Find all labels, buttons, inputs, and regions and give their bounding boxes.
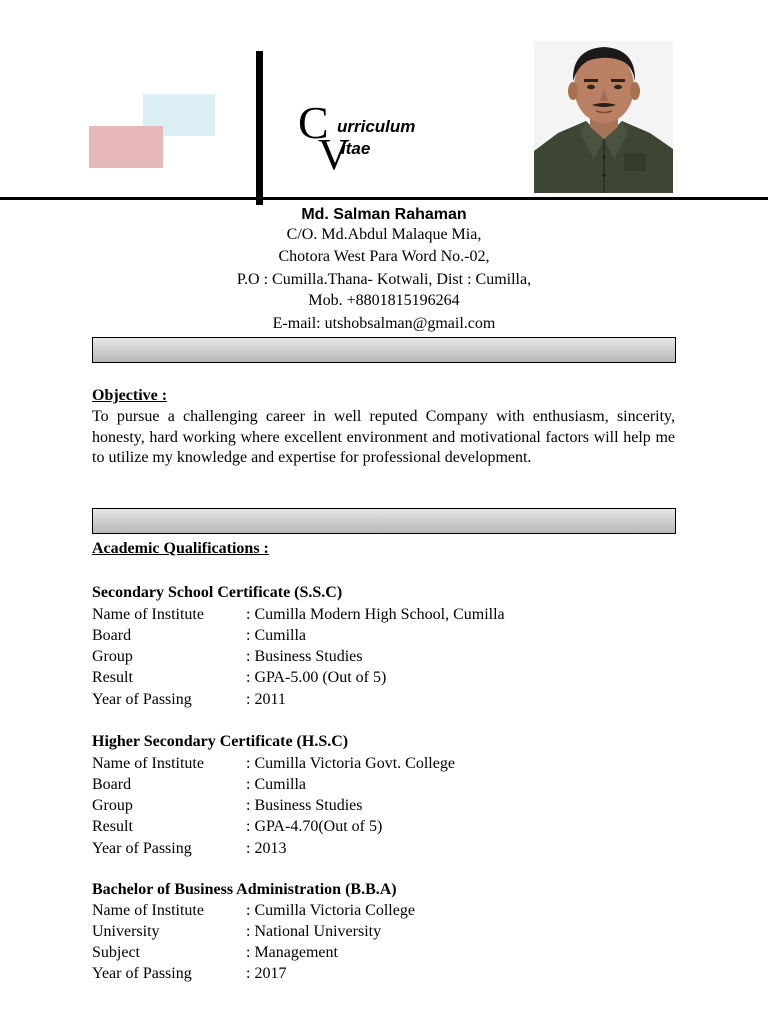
cv-logo-word-curriculum: urriculum bbox=[337, 117, 416, 136]
row-label: Group bbox=[92, 648, 133, 665]
address-line-street: Chotora West Para Word No.-02, bbox=[278, 248, 490, 265]
row-value: : GPA-4.70(Out of 5) bbox=[246, 818, 383, 835]
row-label: Name of Institute bbox=[92, 755, 204, 772]
academic-heading: Academic Qualifications : bbox=[92, 540, 269, 557]
portrait-photo bbox=[534, 41, 673, 193]
table-row bbox=[92, 818, 382, 836]
table-row bbox=[92, 944, 338, 962]
decorative-pink-block bbox=[89, 126, 163, 168]
row-label: University bbox=[92, 923, 160, 940]
row-value: : GPA-5.00 (Out of 5) bbox=[246, 669, 387, 686]
row-value: : National University bbox=[246, 923, 382, 940]
row-value: : Cumilla bbox=[246, 627, 306, 644]
bba-title: Bachelor of Business Administration (B.B.A) bbox=[92, 881, 397, 898]
section-divider-bar bbox=[92, 508, 676, 534]
row-label: Name of Institute bbox=[92, 606, 204, 623]
row-label: Name of Institute bbox=[92, 902, 204, 919]
table-row bbox=[92, 606, 505, 624]
row-label: Board bbox=[92, 776, 132, 793]
hsc-title: Higher Secondary Certificate (H.S.C) bbox=[92, 733, 349, 750]
mobile-number: Mob. +8801815196264 bbox=[308, 292, 460, 309]
row-value: : 2017 bbox=[246, 965, 287, 982]
cv-logo-letter-v: V bbox=[318, 130, 350, 179]
objective-heading: Objective : bbox=[92, 387, 168, 404]
objective-text: To pursue a challenging career in well reputed Company with enthusiasm, sincerity, honesty, hard working where excellent environment and motivational factors will help me to utilize my knowledge and expertise for professional development. bbox=[92, 408, 675, 467]
table-row bbox=[92, 902, 415, 920]
candidate-name: Md. Salman Rahaman bbox=[301, 206, 467, 223]
row-value: : Cumilla Modern High School, Cumilla bbox=[246, 606, 505, 623]
cv-logo-letter-c: C bbox=[298, 97, 329, 148]
table-row bbox=[92, 669, 386, 687]
ssc-title: Secondary School Certificate (S.S.C) bbox=[92, 584, 343, 601]
row-label: Year of Passing bbox=[92, 965, 192, 982]
row-label: Subject bbox=[92, 944, 140, 961]
row-label: Year of Passing bbox=[92, 840, 192, 857]
row-value: : Business Studies bbox=[246, 797, 363, 814]
address-line-post-office: P.O : Cumilla.Thana- Kotwali, Dist : Cumilla, bbox=[236, 271, 532, 288]
header-vertical-divider bbox=[256, 51, 263, 205]
row-value: : Cumilla bbox=[246, 776, 306, 793]
table-row bbox=[92, 840, 286, 858]
table-row bbox=[92, 797, 362, 815]
row-value: : Management bbox=[246, 944, 338, 961]
table-row bbox=[92, 627, 306, 645]
row-label: Group bbox=[92, 797, 133, 814]
table-row bbox=[92, 776, 306, 794]
row-label: Year of Passing bbox=[92, 691, 192, 708]
table-row bbox=[92, 923, 381, 941]
email-address: E-mail: utshobsalman@gmail.com bbox=[272, 315, 496, 332]
header-horizontal-rule bbox=[0, 197, 768, 200]
row-label: Result bbox=[92, 818, 133, 835]
cv-logo-word-vitae: itae bbox=[341, 139, 371, 158]
row-value: : 2011 bbox=[246, 691, 286, 708]
row-label: Board bbox=[92, 627, 132, 644]
table-row bbox=[92, 648, 362, 666]
row-label: Result bbox=[92, 669, 133, 686]
section-divider-bar bbox=[92, 337, 676, 363]
address-line-care-of: C/O. Md.Abdul Malaque Mia, bbox=[286, 226, 482, 243]
table-row bbox=[92, 691, 286, 709]
row-value: : Cumilla Victoria Govt. College bbox=[246, 755, 455, 772]
row-value: : Business Studies bbox=[246, 648, 363, 665]
row-value: : 2013 bbox=[246, 840, 287, 857]
row-value: : Cumilla Victoria College bbox=[246, 902, 415, 919]
table-row bbox=[92, 965, 286, 983]
table-row bbox=[92, 755, 455, 773]
